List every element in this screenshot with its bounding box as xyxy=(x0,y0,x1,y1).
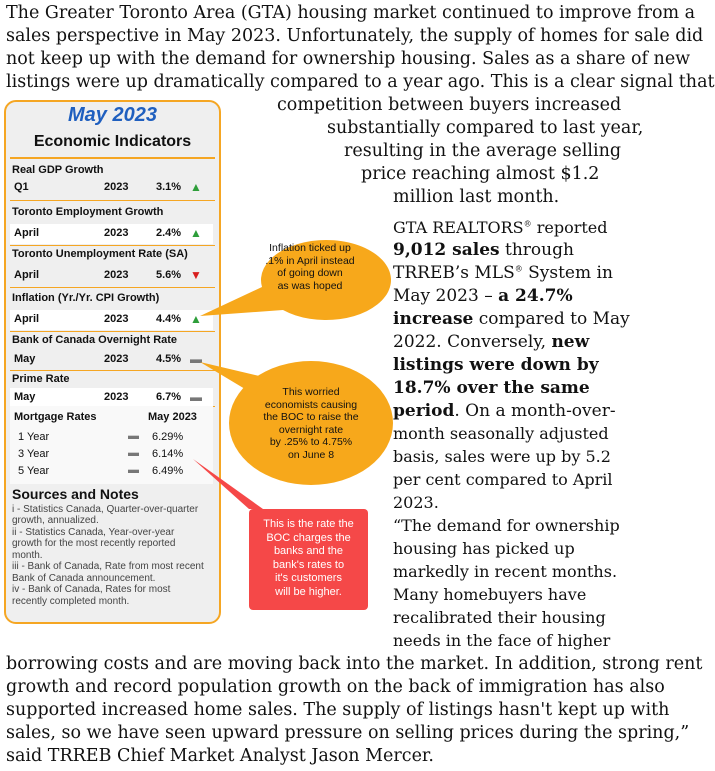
indicator-value: 2.4% xyxy=(156,227,182,239)
indicator-value: 5.6% xyxy=(156,269,182,281)
mortgage-term: 5 Year xyxy=(18,465,50,477)
indicator-year: 2023 xyxy=(104,391,129,403)
trend-flat-icon: ▬ xyxy=(190,390,202,404)
source-line: Bank of Canada announcement. xyxy=(12,573,156,584)
quote-line-1: “The demand for ownership xyxy=(393,516,620,535)
indicator-period: April xyxy=(14,269,40,281)
inflation-callout-text: Inflation ticked up .1% in April instead of going down as was hoped xyxy=(265,242,355,292)
indicator-value: 3.1% xyxy=(156,181,182,193)
indicator-year: 2023 xyxy=(104,181,129,193)
source-line: iv - Bank of Canada, Rates for most xyxy=(12,584,171,595)
mortgage-date: May 2023 xyxy=(148,411,197,423)
quote-line-5: recalibrated their housing xyxy=(393,608,606,627)
trend-flat-icon: ▬ xyxy=(128,430,139,442)
report-line-7: listings were down by xyxy=(393,355,599,375)
quote-line-4: Many homebuyers have xyxy=(393,585,587,604)
sources-title: Sources and Notes xyxy=(12,486,139,502)
report-line-5: increase compared to May xyxy=(393,309,630,329)
intro-line-3: not keep up with the demand for ownership housing. Sales as a share of new xyxy=(6,49,691,69)
panel-month: May 2023 xyxy=(68,104,157,126)
intro-line-5: competition between buyers increased xyxy=(277,95,622,115)
panel-title: Economic Indicators xyxy=(33,133,192,150)
quote-line-6: needs in the face of higher xyxy=(393,631,611,650)
report-line-2: 9,012 sales through xyxy=(393,240,574,260)
indicator-year: 2023 xyxy=(104,269,129,281)
mortgage-title: Mortgage Rates xyxy=(14,411,97,423)
mortgage-term: 1 Year xyxy=(18,431,50,443)
indicator-period: May xyxy=(14,353,36,365)
mortgage-rate: 6.49% xyxy=(152,465,184,477)
indicator-period: April xyxy=(14,227,40,239)
indicator-value: 4.4% xyxy=(156,313,182,325)
report-line-9: period. On a month-over- xyxy=(393,401,616,421)
source-line: recently completed month. xyxy=(12,596,130,607)
report-line-12: per cent compared to April xyxy=(393,470,613,489)
trend-flat-icon: ▬ xyxy=(128,447,139,459)
quote-line-3: markedly in recent months. xyxy=(393,562,618,581)
report-line-4: May 2023 – a 24.7% xyxy=(393,286,573,306)
bottom-line-4: sales, so we have seen upward pressure on selling prices during the spring,” xyxy=(6,723,690,743)
mortgage-term: 3 Year xyxy=(18,448,50,460)
indicator-name-employment: Toronto Employment Growth xyxy=(12,206,164,218)
quote-line-2: housing has picked up xyxy=(393,539,575,558)
indicator-value: 4.5% xyxy=(156,353,182,365)
indicator-name-gdp: Real GDP Growth xyxy=(12,164,104,176)
trend-up-icon: ▲ xyxy=(190,226,202,240)
source-line: growth for the most recently reported xyxy=(12,538,176,549)
trend-down-icon: ▼ xyxy=(190,268,202,282)
red-callout-box xyxy=(193,459,263,509)
report-line-6: 2022. Conversely, new xyxy=(393,332,590,352)
intro-line-2: sales perspective in May 2023. Unfortunately, the supply of homes for sale did xyxy=(6,26,704,46)
indicator-year: 2023 xyxy=(104,227,129,239)
intro-line-8: price reaching almost $1.2 xyxy=(361,164,600,184)
indicator-name-inflation: Inflation (Yr./Yr. CPI Growth) xyxy=(12,292,160,304)
source-line: growth, annualized. xyxy=(12,515,99,526)
mortgage-rate: 6.29% xyxy=(152,431,184,443)
source-line: iii - Bank of Canada, Rate from most recent xyxy=(12,561,204,572)
report-line-11: basis, sales were up by 5.2 xyxy=(393,447,611,466)
source-line: ii - Statistics Canada, Year-over-year xyxy=(12,527,175,538)
indicator-name-overnight-rate: Bank of Canada Overnight Rate xyxy=(12,334,178,346)
indicator-year: 2023 xyxy=(104,313,129,325)
bottom-line-2: growth and record population growth on the back of immigration has also xyxy=(6,677,665,697)
red-callout-text: This is the rate the BOC charges the banks and the bank's rates to it's customers will be higher. xyxy=(263,518,354,598)
bottom-line-3: supported increased home sales. The supply of listings hasn't kept up with xyxy=(6,700,670,720)
indicator-name-prime-rate: Prime Rate xyxy=(12,373,70,385)
source-line: month. xyxy=(12,550,43,561)
report-line-1: GTA REALTORS® reported xyxy=(393,218,608,237)
indicator-period: May xyxy=(14,391,36,403)
trend-flat-icon: ▬ xyxy=(128,464,139,476)
source-line: i - Statistics Canada, Quarter-over-quarter xyxy=(12,504,199,515)
mortgage-rate: 6.14% xyxy=(152,448,184,460)
report-line-13: 2023. xyxy=(393,493,439,512)
intro-line-1: The Greater Toronto Area (GTA) housing market continued to improve from a xyxy=(6,3,696,23)
report-line-8: 18.7% over the same xyxy=(393,378,590,398)
indicator-name-unemployment: Toronto Unemployment Rate (SA) xyxy=(12,248,188,260)
indicator-year: 2023 xyxy=(104,353,129,365)
bottom-line-5: said TRREB Chief Market Analyst Jason Mercer. xyxy=(6,746,434,766)
intro-line-9: million last month. xyxy=(393,187,560,207)
intro-line-7: resulting in the average selling xyxy=(344,141,622,161)
indicator-period: Q1 xyxy=(14,181,29,193)
indicator-period: April xyxy=(14,313,40,325)
trend-up-icon: ▲ xyxy=(190,180,202,194)
indicator-value: 6.7% xyxy=(156,391,182,403)
boc-callout-text: This worried economists causing the BOC to raise the overnight rate by .25% to 4.75% on June 8 xyxy=(263,386,359,461)
report-line-3: TRREB’s MLS® System in xyxy=(393,263,613,283)
intro-line-4: listings were up dramatically compared to a year ago. This is a clear signal that xyxy=(6,72,715,92)
trend-up-icon: ▲ xyxy=(190,312,202,326)
bottom-line-1: borrowing costs and are moving back into the market. In addition, strong rent xyxy=(6,654,703,674)
trend-flat-icon: ▬ xyxy=(190,352,202,366)
report-line-10: month seasonally adjusted xyxy=(393,424,609,443)
intro-line-6: substantially compared to last year, xyxy=(327,118,644,138)
